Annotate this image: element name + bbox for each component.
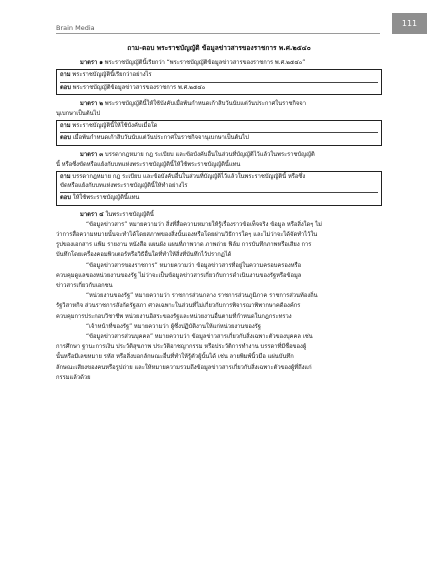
section-3-line-1: บรรดากฎหมาย กฎ ระเบียบ และข้อบังคับอื่นในส่วนที่บัญญัติไว้แล้วในพระราชบัญญัติ	[103, 151, 315, 158]
definition-agency-line-1: “หน่วยงานของรัฐ” หมายความว่า ราชการส่วนกลาง ราชการส่วนภูมิภาค ราชการส่วนท้องถิ่น	[86, 293, 318, 300]
answer-2-text: เมื่อพ้นกำหนดเก้าสิบวันนับแต่วันประกาศในราชกิจจานุเบกษาเป็นต้นไป	[70, 135, 249, 142]
definition-personal-line-3: นั้นหรือมีเลขหมาย รหัส หรือสิ่งบอกลักษณะอื่นที่ทำให้รู้ตัวผู้นั้นได้ เช่น ลายพิมพ์นิ้วมือ แผ่นบันทึก	[56, 354, 294, 361]
answer-1-text: พระราชบัญญัติข้อมูลข่าวสารของราชการ พ.ศ.๒๕๔๐	[70, 84, 206, 91]
answer-1-label: ตอบ	[60, 84, 71, 91]
qa-box-1	[56, 69, 382, 94]
section-1-text: พระราชบัญญัตินี้เรียกว่า “พระราชบัญญัติข้อมูลข่าวสารของราชการ พ.ศ.๒๕๔๐”	[102, 60, 306, 67]
page-number-badge: 111	[392, 13, 427, 34]
definition-official-line-1: “ข้อมูลข่าวสารของราชการ” หมายความว่า ข้อมูลข่าวสารที่อยู่ในความครอบครองหรือ	[86, 262, 302, 269]
publisher-name: Brain Media	[56, 24, 95, 32]
section-4	[56, 211, 382, 220]
section-2-line-2: นุเบกษาเป็นต้นไป	[56, 111, 101, 118]
definition-personal-line-5: กรรมแล้วด้วย	[56, 374, 91, 381]
definition-info-line-4: บันทึกโดยเครื่องคอมพิวเตอร์หรือวิธีอื่นใดที่ทำให้สิ่งที่บันทึกไว้ปรากฏได้	[56, 252, 232, 259]
answer-2	[60, 132, 378, 143]
question-3	[60, 173, 378, 182]
section-4-label: มาตรา ๔	[80, 211, 104, 218]
definition-info-line-1: “ข้อมูลข่าวสาร” หมายความว่า สิ่งที่สื่อความหมายให้รู้เรื่องราวข้อเท็จจริง ข้อมูล หรือสิ่งใดๆ ไม่	[86, 221, 322, 228]
definition-agency-line-2: รัฐวิสาหกิจ ส่วนราชการสังกัดรัฐสภา ศาลเฉพาะในส่วนที่ไม่เกี่ยวกับการพิจารณาพิพากษาคดีองค์กร	[56, 303, 301, 310]
definition-officer: “เจ้าหน้าที่ของรัฐ” หมายความว่า ผู้ซึ่งปฏิบัติงานให้แก่หน่วยงานของรัฐ	[86, 323, 261, 330]
definition-info-line-3: รูปของเอกสาร แฟ้ม รายงาน หนังสือ แผนผัง แผนที่ภาพวาด ภาพถ่าย ฟิล์ม การบันทึกภาพหรือเสียง การ	[56, 242, 312, 249]
qa-box-2	[56, 120, 382, 145]
definition-info-line-2: ว่าการสื่อความหมายนั้นจะทำได้โดยสภาพของสิ่งนั้นเองหรือโดยผ่านวิธีการใดๆ และไม่ว่าจะได้จัดทำไว้ใน	[56, 232, 318, 239]
question-1-text: พระราชบัญญัตินี้เรียกว่าอย่างไร	[70, 72, 152, 79]
header-divider	[56, 33, 380, 34]
definition-personal-line-2: การศึกษา ฐานะการเงิน ประวัติสุขภาพ ประวัติอาชญากรรม หรือประวัติการทำงาน บรรดาที่มีชื่อของผู้	[56, 344, 307, 351]
question-2-text: พระราชบัญญัตินี้ให้ใช้บังคับเมื่อใด	[70, 123, 158, 130]
section-1	[56, 59, 382, 68]
section-3-line-2: นี้ หรือซึ่งขัดหรือแย้งกับบทแห่งพระราชบัญญัตินี้ให้ใช้พระราชบัญญัตินี้แทน	[56, 161, 241, 168]
definition-personal-line-1: “ข้อมูลข่าวสารส่วนบุคคล” หมายความว่า ข้อมูลข่าวสารเกี่ยวกับสิ่งเฉพาะตัวของบุคคล เช่น	[86, 334, 313, 341]
section-2-line-1: พระราชบัญญัตินี้ให้ใช้บังคับเมื่อพ้นกำหนดเก้าสิบวันนับแต่วันประกาศในราชกิจจา	[103, 100, 306, 107]
section-1-label: มาตรา ๑	[80, 60, 103, 67]
question-2	[60, 122, 378, 131]
question-2-label: ถาม	[60, 123, 71, 130]
definition-personal-line-4: ลักษณะเสียงของคนหรือรูปถ่าย และให้หมายความรวมถึงข้อมูลข่าวสารเกี่ยวกับสิ่งเฉพาะตัวของผู้ที่ถึงแก่	[56, 364, 312, 371]
definition-agency-line-3: ควบคุมการประกอบวิชาชีพ หน่วยงานอิสระของรัฐและหน่วยงานอื่นตามที่กำหนดในกฎกระทรวง	[56, 313, 292, 320]
question-3-label: ถาม	[60, 174, 71, 181]
document-title: ถาม-ตอบ พระราชบัญญัติ ข้อมูลข่าวสารของราชการ พ.ศ.๒๕๔๐	[127, 44, 311, 52]
section-3	[56, 151, 382, 160]
section-2-label: มาตรา ๒	[80, 100, 104, 107]
answer-1	[60, 82, 378, 93]
question-3-line-1: บรรดากฎหมาย กฎ ระเบียบ และข้อบังคับอื่นในส่วนที่บัญญัติไว้แล้วในพระราชบัญญัตินี้ หรือซึ่ง	[70, 174, 306, 181]
question-1-label: ถาม	[60, 72, 71, 79]
qa-box-3	[56, 171, 382, 206]
definition-official-line-2: ควบคุมดูแลของหน่วยงานของรัฐ ไม่ว่าจะเป็นข้อมูลข่าวสารเกี่ยวกับการดำเนินงานของรัฐหรือข้อมูล	[56, 272, 302, 279]
question-1	[60, 71, 378, 80]
answer-3	[60, 192, 378, 203]
answer-3-text: ให้ใช้พระราชบัญญัตินี้แทน	[70, 195, 140, 202]
section-4-text: ในพระราชบัญญัตินี้	[103, 211, 154, 218]
document-body	[56, 44, 382, 384]
answer-2-label: ตอบ	[60, 135, 71, 142]
question-3-line-2: ขัดหรือแย้งกับบทแห่งพระราชบัญญัตินี้ให้ทำอย่างไร	[60, 183, 188, 190]
definition-official-line-3: ข่าวสารเกี่ยวกับเอกชน	[56, 283, 113, 290]
section-3-label: มาตรา ๓	[80, 151, 104, 158]
page-header	[0, 0, 427, 40]
section-2	[56, 100, 382, 109]
answer-3-label: ตอบ	[60, 195, 71, 202]
